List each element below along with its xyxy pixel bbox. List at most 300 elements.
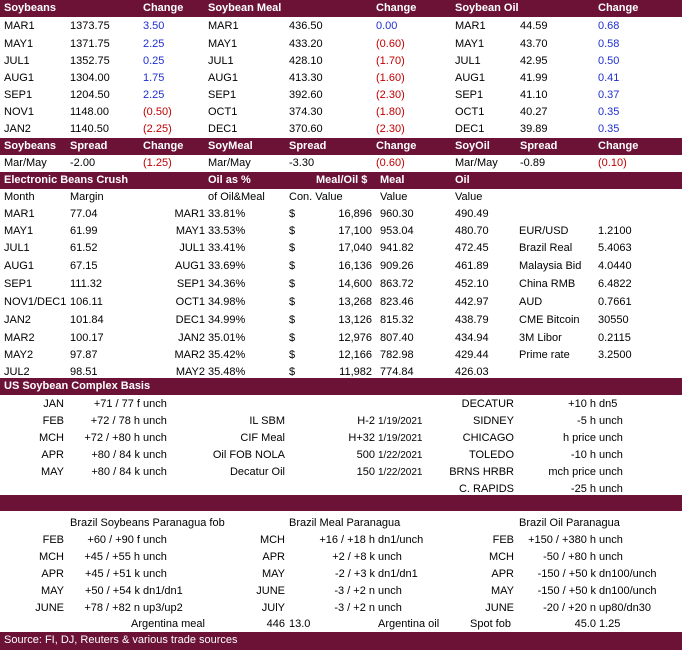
basis-location-value: h price — [562, 432, 596, 444]
futures-row — [0, 87, 682, 104]
oil-month: AUG1 — [455, 72, 485, 84]
futures-header-label: Change — [143, 2, 184, 14]
crush-month: SEP1 — [4, 278, 33, 290]
basis-row — [0, 413, 682, 430]
br-meal-month: JUlY — [261, 602, 285, 614]
soy-change: 1.75 — [143, 72, 165, 84]
crush-month: MAY1 — [4, 225, 34, 237]
br-soy-month: MAY — [40, 585, 64, 597]
meal-price: 428.10 — [289, 55, 323, 67]
br-soy-spread: +78 / +82 n — [84, 602, 140, 614]
br-soy-change: up3/up2 — [143, 602, 183, 614]
soy-price: 1371.75 — [70, 38, 110, 50]
crush-oil-pct: 35.42% — [208, 349, 246, 361]
crush-margin: 106.11 — [70, 296, 103, 308]
spread-header-label: Spread — [520, 140, 558, 152]
basis-spread: +80 / 84 k — [91, 449, 140, 461]
br-soy-spread: +60 / +90 f — [87, 534, 140, 546]
basis-change: unch — [143, 432, 167, 444]
crush-oil: 426.03 — [455, 366, 489, 378]
br-oil-spread: -150 / +50 k — [537, 568, 596, 580]
basis-location: CHICAGO — [462, 432, 514, 444]
crush-row — [0, 206, 682, 223]
meal-month: MAY1 — [208, 38, 238, 50]
basis-change: unch — [143, 398, 167, 410]
crush-dollar: $ — [289, 332, 296, 344]
futures-header-label: Change — [598, 2, 639, 14]
fx-label: China RMB — [519, 278, 576, 290]
fx-value: 4.0440 — [598, 260, 632, 272]
crush-oil-month: MAY2 — [175, 366, 205, 378]
br-meal-spread: +16 / +18 h — [319, 534, 375, 546]
crush-conval: 17,100 — [338, 225, 372, 237]
crush-oil-pct: 33.81% — [208, 208, 246, 220]
fx-label: CME Bitcoin — [519, 314, 580, 326]
crush-oil-pct: 34.98% — [208, 296, 246, 308]
basis-location-change: dn5 — [599, 398, 618, 410]
br-soy-spread: +50 / +54 k — [84, 585, 140, 597]
crush-dollar: $ — [289, 225, 296, 237]
basis-row — [0, 464, 682, 481]
fx-value: 0.2115 — [598, 332, 631, 344]
br-oil-change: unch — [599, 534, 623, 546]
basis-location: C. RAPIDS — [458, 483, 514, 495]
soy-change: 2.25 — [143, 89, 165, 101]
soy-month: JAN2 — [4, 123, 31, 135]
brazil-row — [0, 566, 682, 583]
meal-change: (2.30) — [376, 89, 405, 101]
crush-month: MAY2 — [4, 349, 34, 361]
crush-meal: 863.72 — [380, 278, 414, 290]
meal-month: AUG1 — [208, 72, 238, 84]
crush-margin: 97.87 — [70, 349, 98, 361]
br-meal-change: dn1/unch — [378, 534, 424, 546]
spread-value: (1.25) — [143, 157, 172, 169]
meal-price: 392.60 — [289, 89, 323, 101]
fx-label: Brazil Real — [519, 242, 573, 254]
brazil-row — [0, 532, 682, 549]
spread-value: -3.30 — [289, 157, 315, 169]
crush-row — [0, 223, 682, 240]
futures-header-label: Soybean Oil — [455, 2, 519, 14]
oil-price: 43.70 — [520, 38, 548, 50]
br-soy-month: FEB — [42, 534, 64, 546]
spread-row — [0, 155, 682, 172]
futures-header-label: Soybeans — [4, 2, 56, 14]
fx-label: AUD — [519, 296, 543, 308]
crush-month: AUG1 — [4, 260, 34, 272]
argentina-row — [0, 616, 682, 633]
futures-row — [0, 104, 682, 121]
br-oil-spread: -50 / +80 h — [543, 551, 596, 563]
crush-month: JUL1 — [4, 242, 30, 254]
crush-header — [0, 172, 682, 189]
crush-h-oilpct: Oil as % — [208, 174, 251, 186]
br-oil-change: dn100/unch — [599, 585, 657, 597]
crush-row — [0, 330, 682, 347]
spread-header-label: Soybeans — [4, 140, 56, 152]
oil-price: 42.95 — [520, 55, 548, 67]
crush-oil-pct: 33.53% — [208, 225, 246, 237]
basis-location-change: unch — [599, 432, 623, 444]
meal-change: (2.30) — [376, 123, 405, 135]
basis-month: FEB — [42, 415, 64, 427]
crush-conval: 13,126 — [338, 314, 372, 326]
crush-dollar: $ — [289, 208, 296, 220]
crush-conval: 16,896 — [338, 208, 372, 220]
meal-price: 370.60 — [289, 123, 323, 135]
br-meal-spread: -3 / +2 n — [334, 585, 375, 597]
crush-conval: 13,268 — [338, 296, 372, 308]
br-oil-change: unch — [599, 551, 623, 563]
futures-header-label: Change — [376, 2, 417, 14]
soy-change: 0.25 — [143, 55, 165, 67]
crush-dollar: $ — [289, 296, 296, 308]
basis-location-change: unch — [599, 466, 623, 478]
argentina-meal-value: 446 — [266, 618, 285, 630]
crush-row — [0, 294, 682, 311]
basis-month: JAN — [43, 398, 64, 410]
fx-label: 3M Libor — [519, 332, 562, 344]
crush-h-meal: Meal — [380, 174, 405, 186]
crush-oil: 452.10 — [455, 278, 489, 290]
crush-oil-pct: 35.01% — [208, 332, 246, 344]
crush-margin: 61.52 — [70, 242, 98, 254]
crush-oil: 438.79 — [455, 314, 489, 326]
crush-oil: 434.94 — [455, 332, 489, 344]
oil-change: 0.58 — [598, 38, 620, 50]
oil-change: 0.37 — [598, 89, 620, 101]
argentina-meal-label: Argentina meal — [131, 618, 205, 630]
crush-margin: 61.99 — [70, 225, 98, 237]
basis-month: MCH — [38, 432, 64, 444]
meal-month: DEC1 — [208, 123, 238, 135]
br-soy-change: unch — [143, 534, 167, 546]
brazil-row — [0, 600, 682, 617]
soy-price: 1304.00 — [70, 72, 110, 84]
crush-conval: 12,976 — [338, 332, 372, 344]
crush-dollar: $ — [289, 260, 296, 272]
basis-row — [0, 430, 682, 447]
br-oil-month: FEB — [492, 534, 514, 546]
crush-dollar: $ — [289, 314, 296, 326]
crush-meal: 823.46 — [380, 296, 414, 308]
argentina-spot-value: 45.0 — [574, 618, 596, 630]
br-meal-month: APR — [262, 551, 285, 563]
crush-oil-pct: 35.48% — [208, 366, 246, 378]
crush-month: JAN2 — [4, 314, 31, 326]
br-meal-change: unch — [378, 551, 402, 563]
br-oil-month: APR — [491, 568, 514, 580]
basis-location-value: -5 h — [577, 415, 596, 427]
crush-conval: 16,136 — [338, 260, 372, 272]
soy-change: 2.25 — [143, 38, 165, 50]
meal-month: MAR1 — [208, 20, 239, 32]
oil-price: 44.59 — [520, 20, 548, 32]
basis-location-value: +10 h — [568, 398, 596, 410]
oil-change: 0.68 — [598, 20, 620, 32]
oil-month: OCT1 — [455, 106, 485, 118]
oil-change: 0.50 — [598, 55, 620, 67]
spread-header-label: Change — [376, 140, 417, 152]
basis-product: CIF Meal — [240, 432, 285, 444]
basis-title: US Soybean Complex Basis — [4, 380, 151, 392]
spread-header-label: SoyOil — [455, 140, 490, 152]
crush-oil: 461.89 — [455, 260, 489, 272]
basis-spread: +72 / 78 h — [90, 415, 140, 427]
futures-row — [0, 121, 682, 138]
crush-meal: 774.84 — [380, 366, 414, 378]
basis-month: MAY — [40, 466, 64, 478]
oil-month: MAR1 — [455, 20, 486, 32]
argentina-oil-label: Argentina oil — [378, 618, 440, 630]
soy-price: 1140.50 — [70, 123, 109, 135]
brazil-row — [0, 549, 682, 566]
basis-product: Oil FOB NOLA — [212, 449, 285, 461]
crush-month: NOV1/DEC1 — [4, 296, 67, 308]
spread-header-label: Change — [143, 140, 184, 152]
basis-product: Decatur Oil — [229, 466, 285, 478]
crush-month: MAR2 — [4, 332, 35, 344]
basis-location-value: mch price — [548, 466, 596, 478]
crush-h-value: Value — [380, 191, 408, 203]
meal-change: (0.60) — [376, 38, 405, 50]
spread-header — [0, 138, 682, 155]
crush-oil-month: OCT1 — [175, 296, 205, 308]
oil-change: 0.35 — [598, 123, 620, 135]
br-meal-spread: -3 / +2 n — [334, 602, 375, 614]
br-oil-spread: +150 / +380 h — [528, 534, 596, 546]
meal-month: OCT1 — [208, 106, 238, 118]
futures-row — [0, 18, 682, 35]
br-meal-month: MCH — [259, 534, 285, 546]
basis-month: APR — [41, 449, 64, 461]
br-soy-spread: +45 / +55 h — [84, 551, 140, 563]
br-soy-change: unch — [143, 568, 167, 580]
basis-product-value: H-2 — [357, 415, 375, 427]
crush-meal: 815.32 — [380, 314, 414, 326]
futures-header-label: Soybean Meal — [208, 2, 282, 14]
soy-price: 1352.75 — [70, 55, 110, 67]
futures-row — [0, 53, 682, 70]
oil-price: 41.10 — [520, 89, 548, 101]
basis-change: unch — [143, 449, 167, 461]
soy-price: 1373.75 — [70, 20, 110, 32]
br-oil-spread: -20 / +20 n — [543, 602, 596, 614]
fx-label: Prime rate — [519, 349, 570, 361]
basis-product-value: H+32 — [348, 432, 375, 444]
crush-dollar: $ — [289, 242, 296, 254]
meal-price: 374.30 — [289, 106, 323, 118]
soy-price: 1204.50 — [70, 89, 110, 101]
futures-row — [0, 36, 682, 53]
basis-location-change: unch — [599, 449, 623, 461]
basis-product: IL SBM — [249, 415, 285, 427]
meal-change: (1.60) — [376, 72, 405, 84]
crush-meal: 960.30 — [380, 208, 414, 220]
crush-dollar: $ — [289, 278, 296, 290]
oil-month: DEC1 — [455, 123, 485, 135]
crush-title: Electronic Beans Crush — [4, 174, 129, 186]
soy-month: MAY1 — [4, 38, 34, 50]
spread-header-label: Spread — [289, 140, 327, 152]
spread-header-label: Spread — [70, 140, 108, 152]
crush-meal: 909.26 — [380, 260, 414, 272]
basis-location-value: -10 h — [570, 449, 596, 461]
futures-header — [0, 0, 682, 17]
oil-change: 0.41 — [598, 72, 620, 84]
oil-month: SEP1 — [455, 89, 484, 101]
br-oil-change: dn100/unch — [599, 568, 657, 580]
fx-value: 6.4822 — [598, 278, 632, 290]
oil-change: 0.35 — [598, 106, 620, 118]
br-meal-month: MAY — [261, 568, 285, 580]
source-footer — [0, 632, 682, 650]
basis-location-value: -25 h — [570, 483, 596, 495]
crush-oil-month: MAY1 — [175, 225, 205, 237]
crush-dollar: $ — [289, 366, 296, 378]
basis-location: TOLEDO — [468, 449, 514, 461]
crush-h-mealoil: Meal/Oil $ — [316, 174, 368, 186]
br-soy-spread: +45 / +51 k — [84, 568, 140, 580]
crush-meal: 953.04 — [380, 225, 414, 237]
meal-price: 413.30 — [289, 72, 323, 84]
brazil-titles — [0, 515, 682, 532]
fx-label: Malaysia Bid — [519, 260, 582, 272]
crush-row — [0, 312, 682, 329]
br-soy-month: APR — [41, 568, 64, 580]
spread-header-label: Change — [598, 140, 639, 152]
crush-oil-month: DEC1 — [175, 314, 205, 326]
crush-month: JUL2 — [4, 366, 30, 378]
crush-margin: 67.15 — [70, 260, 98, 272]
spread-value: Mar/May — [455, 157, 498, 169]
fx-value: 5.4063 — [598, 242, 632, 254]
crush-oil-month: JAN2 — [178, 332, 205, 344]
br-meal-change: unch — [378, 602, 402, 614]
fx-value: 30550 — [598, 314, 629, 326]
crush-h-margin: Margin — [70, 191, 104, 203]
spread-value: (0.60) — [376, 157, 405, 169]
br-oil-spread: -150 / +50 k — [537, 585, 596, 597]
meal-month: SEP1 — [208, 89, 237, 101]
crush-conval: 14,600 — [338, 278, 372, 290]
crush-margin: 111.32 — [70, 278, 103, 290]
divider-band — [0, 495, 682, 511]
soy-change: 3.50 — [143, 20, 165, 32]
basis-product-date: 1/22/2021 — [378, 450, 423, 461]
crush-h-month: Month — [4, 191, 35, 203]
crush-margin: 98.51 — [70, 366, 98, 378]
spread-value: Mar/May — [4, 157, 47, 169]
meal-price: 433.20 — [289, 38, 323, 50]
crush-h-oil: Oil — [455, 174, 470, 186]
meal-price: 436.50 — [289, 20, 323, 32]
br-oil-month: JUNE — [485, 602, 514, 614]
crush-oil: 442.97 — [455, 296, 489, 308]
crush-margin: 77.04 — [70, 208, 98, 220]
basis-location: BRNS HRBR — [449, 466, 514, 478]
crush-oil-pct: 33.41% — [208, 242, 246, 254]
crush-oil: 480.70 — [455, 225, 489, 237]
basis-change: unch — [143, 466, 167, 478]
soy-change: (2.25) — [143, 123, 172, 135]
crush-margin: 101.84 — [70, 314, 104, 326]
fx-value: 0.7661 — [598, 296, 632, 308]
oil-month: JUL1 — [455, 55, 481, 67]
crush-oil: 472.45 — [455, 242, 489, 254]
basis-spread: +80 / 84 k — [91, 466, 140, 478]
basis-spread: +72 / +80 h — [84, 432, 140, 444]
soy-month: JUL1 — [4, 55, 30, 67]
br-meal-change: dn1/dn1 — [378, 568, 418, 580]
spread-value: Mar/May — [208, 157, 251, 169]
br-soy-change: dn1/dn1 — [143, 585, 183, 597]
basis-location: DECATUR — [461, 398, 514, 410]
soy-month: MAR1 — [4, 20, 35, 32]
meal-change: 0.00 — [376, 20, 398, 32]
soy-change: (0.50) — [143, 106, 172, 118]
spread-value: (0.10) — [598, 157, 627, 169]
crush-conval: 12,166 — [338, 349, 372, 361]
crush-oil: 490.49 — [455, 208, 489, 220]
futures-row — [0, 70, 682, 87]
br-soy-month: MCH — [38, 551, 64, 563]
brazil-oil-title: Brazil Oil Paranagua — [519, 517, 620, 529]
meal-month: JUL1 — [208, 55, 234, 67]
crush-h-value2: Value — [455, 191, 483, 203]
crush-margin: 100.17 — [70, 332, 104, 344]
brazil-row — [0, 583, 682, 600]
crush-row — [0, 347, 682, 364]
crush-oil-month: MAR2 — [174, 349, 205, 361]
source-text: Source: FI, DJ, Reuters & various trade sources — [4, 634, 238, 646]
soy-month: SEP1 — [4, 89, 33, 101]
br-soy-change: unch — [143, 551, 167, 563]
br-oil-month: MAY — [490, 585, 514, 597]
br-meal-spread: -2 / +3 k — [334, 568, 375, 580]
crush-oil-month: JUL1 — [179, 242, 205, 254]
br-meal-change: unch — [378, 585, 402, 597]
basis-location-change: unch — [599, 415, 623, 427]
crush-subheader — [0, 189, 682, 206]
argentina-meal-change: 13.0 — [289, 618, 311, 630]
basis-product-value: 500 — [356, 449, 375, 461]
soy-price: 1148.00 — [70, 106, 109, 118]
crush-oil-pct: 33.69% — [208, 260, 246, 272]
oil-price: 39.89 — [520, 123, 548, 135]
fx-label: EUR/USD — [519, 225, 569, 237]
fx-value: 1.2100 — [598, 225, 632, 237]
crush-dollar: $ — [289, 349, 296, 361]
spread-value: -2.00 — [70, 157, 96, 169]
soy-month: AUG1 — [4, 72, 34, 84]
br-meal-month: JUNE — [256, 585, 285, 597]
soy-month: NOV1 — [4, 106, 34, 118]
crush-row — [0, 240, 682, 257]
fx-value: 3.2500 — [598, 349, 632, 361]
crush-oil-month: AUG1 — [175, 260, 205, 272]
crush-meal: 941.82 — [380, 242, 414, 254]
spread-header-label: SoyMeal — [208, 140, 253, 152]
spread-value: -0.89 — [520, 157, 546, 169]
crush-h-ofoilmeal: of Oil&Meal — [208, 191, 265, 203]
crush-meal: 807.40 — [380, 332, 414, 344]
crush-conval: 11,982 — [339, 366, 372, 378]
basis-location: SIDNEY — [473, 415, 514, 427]
brazil-soy-title: Brazil Soybeans Paranagua fob — [70, 517, 225, 529]
crush-oil-pct: 34.99% — [208, 314, 246, 326]
